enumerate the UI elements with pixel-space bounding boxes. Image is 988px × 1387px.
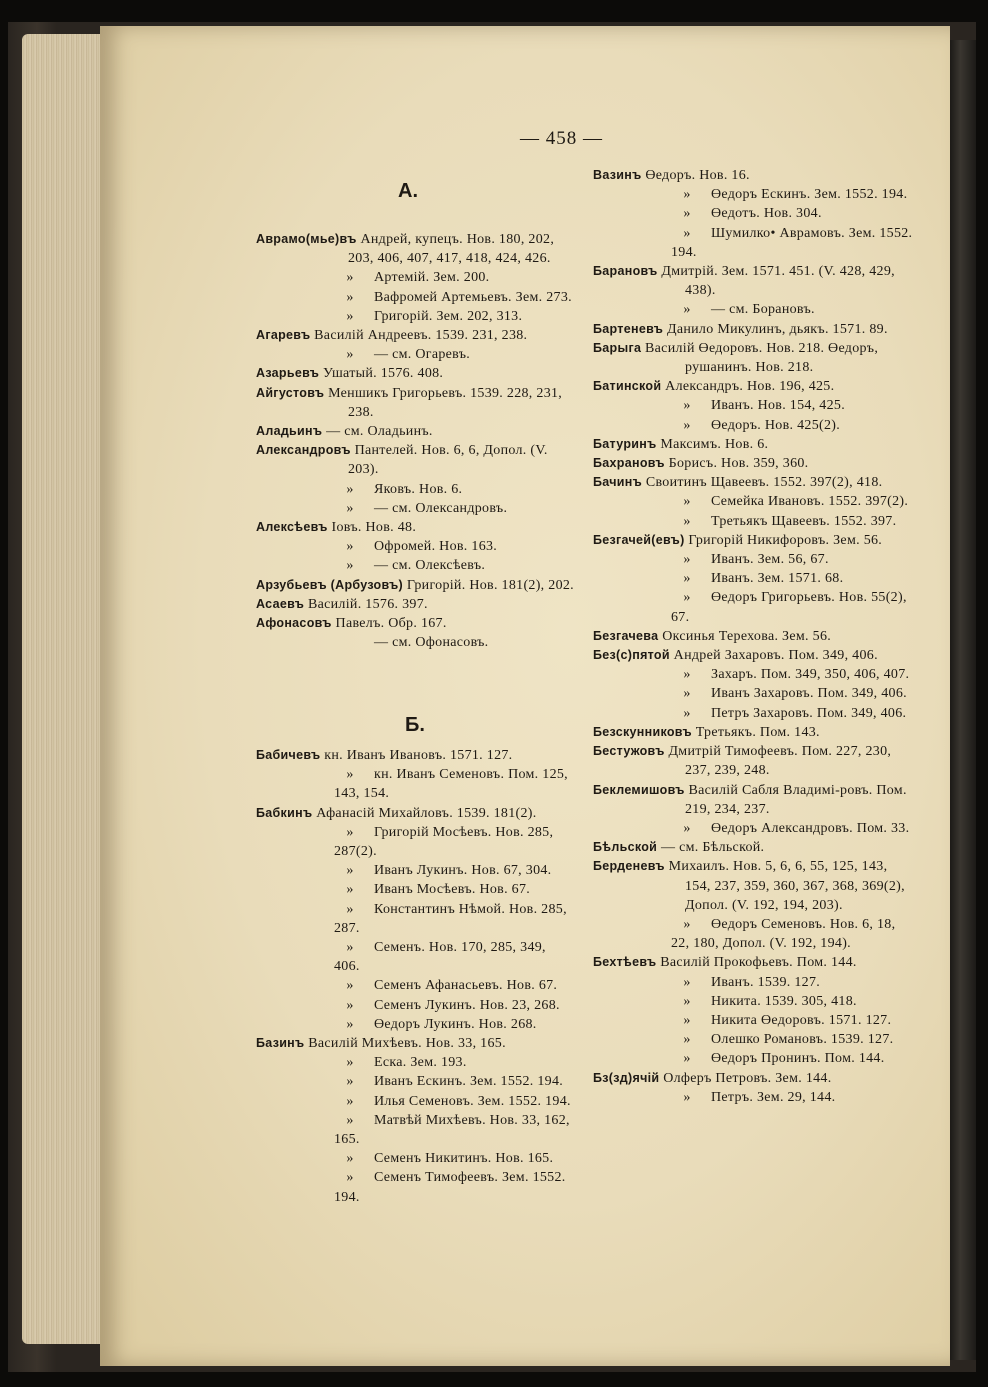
entry-text: Артемій. Зем. 200. xyxy=(374,270,490,286)
ditto-mark: » xyxy=(346,1055,354,1071)
ditto-mark: » xyxy=(346,289,354,305)
index-entry xyxy=(593,492,915,511)
entry-text: Оксинья Терехова. Зем. 56. xyxy=(662,628,832,644)
index-entry xyxy=(593,435,915,454)
index-entry xyxy=(593,473,915,492)
ditto-mark: » xyxy=(346,558,354,574)
entry-text: Иванъ. Зем. 1571. 68. xyxy=(711,571,844,587)
entry-text: — см. Офонасовъ. xyxy=(374,635,489,651)
entry-text: — см. Оладьинъ. xyxy=(326,424,433,440)
entry-text: Ушатый. 1576. 408. xyxy=(323,366,444,382)
entry-text: Григорій Мосѣевъ. Нов. 285, 287(2). xyxy=(334,824,554,860)
index-entry xyxy=(256,633,574,652)
ditto-mark: » xyxy=(346,940,354,956)
index-entry xyxy=(593,416,915,435)
ditto-mark: » xyxy=(683,225,691,241)
left-column-b xyxy=(256,746,574,1207)
index-entry xyxy=(593,204,915,223)
entry-text: Яковъ. Нов. 6. xyxy=(374,481,463,497)
ditto-mark: » xyxy=(346,978,354,994)
index-entry xyxy=(256,556,574,575)
ditto-mark: » xyxy=(683,820,691,836)
entry-text: Илья Семеновъ. Зем. 1552. 194. xyxy=(374,1093,571,1109)
index-entry xyxy=(256,345,574,364)
ditto-mark: » xyxy=(683,494,691,510)
entry-text: Иванъ Ескинъ. Зем. 1552. 194. xyxy=(374,1074,564,1090)
index-entry xyxy=(593,723,915,742)
index-entry xyxy=(256,804,574,823)
entry-text: Олешко Романовъ. 1539. 127. xyxy=(711,1032,894,1048)
index-entry xyxy=(593,665,915,684)
ditto-mark: » xyxy=(346,308,354,324)
ditto-mark: » xyxy=(683,916,691,932)
ditto-mark: » xyxy=(683,1051,691,1067)
entry-text: Василій Өедоровъ. Нов. 218. Өедоръ, рушанинъ. Нов. 218. xyxy=(645,340,879,376)
entry-text: Өедотъ. Нов. 304. xyxy=(711,206,822,222)
entry-surname: Асаевъ xyxy=(256,596,305,611)
entry-surname: Без(с)пятой xyxy=(593,648,670,663)
entry-surname: Бестужовъ xyxy=(593,744,665,759)
ditto-mark: » xyxy=(346,767,354,783)
ditto-mark: » xyxy=(683,705,691,721)
index-entry xyxy=(256,1149,574,1168)
entry-text: Меншикъ Григорьевъ. 1539. 228, 231, 238. xyxy=(328,385,563,420)
index-entry xyxy=(256,1072,574,1091)
index-entry xyxy=(593,512,915,531)
entry-text: Александръ. Нов. 196, 425. xyxy=(665,379,835,395)
index-entry xyxy=(593,915,915,953)
entry-text: Петръ. Зем. 29, 144. xyxy=(711,1089,836,1105)
index-entry xyxy=(256,1053,574,1072)
index-entry xyxy=(256,765,574,803)
entry-text: — см. Огаревъ. xyxy=(374,347,471,363)
entry-text: Никита. 1539. 305, 418. xyxy=(711,993,857,1009)
index-entry xyxy=(256,1034,574,1053)
index-entry xyxy=(593,588,915,626)
index-entry xyxy=(256,518,574,537)
index-entry xyxy=(593,973,915,992)
section-heading-a: А. xyxy=(398,180,418,202)
index-entry xyxy=(593,1030,915,1049)
entry-surname: Безгачей(евъ) xyxy=(593,532,685,547)
entry-text: Өедоръ Лукинъ. Нов. 268. xyxy=(374,1016,537,1032)
ditto-mark: » xyxy=(346,882,354,898)
entry-text: Василій Прокофьевъ. Пом. 144. xyxy=(660,955,857,971)
entry-surname: Айгустовъ xyxy=(256,385,325,400)
entry-surname: Барыга xyxy=(593,340,642,355)
entry-surname: Алексѣевъ xyxy=(256,520,328,535)
entry-surname: Азарьевъ xyxy=(256,366,320,381)
ditto-mark: » xyxy=(683,552,691,568)
entry-text: Михаилъ. Нов. 5, 6, 6, 55, 125, 143, 154, 237, 359, 360, 367, 368, 369(2), Допол. (V. 192, 194, 203). xyxy=(668,859,905,913)
index-entry xyxy=(593,300,915,319)
entry-text: Иванъ. Нов. 154, 425. xyxy=(711,398,846,414)
entry-surname: Базинъ xyxy=(256,1036,305,1051)
index-entry xyxy=(256,938,574,976)
entry-text: Василій Михѣевъ. Нов. 33, 165. xyxy=(308,1036,506,1052)
index-entry xyxy=(256,1111,574,1149)
ditto-mark: » xyxy=(346,481,354,497)
index-entry xyxy=(256,384,574,422)
entry-text: Іовъ. Нов. 48. xyxy=(331,520,417,536)
entry-text: Вафромей Артемьевъ. Зем. 273. xyxy=(374,289,572,305)
entry-surname: Агаревъ xyxy=(256,328,311,343)
entry-text: Өедоръ. Нов. 16. xyxy=(645,168,750,183)
entry-text: кн. Иванъ Семеновъ. Пом. 125, 143, 154. xyxy=(334,767,568,802)
entry-text: кн. Иванъ Ивановъ. 1571. 127. xyxy=(324,748,513,763)
ditto-mark: » xyxy=(346,824,354,840)
entry-text: Борисъ. Нов. 359, 360. xyxy=(668,456,809,472)
section-heading-b: Б. xyxy=(405,714,425,736)
ditto-mark: » xyxy=(683,590,691,606)
index-entry xyxy=(593,320,915,339)
entry-text: Олферъ Петровъ. Зем. 144. xyxy=(663,1070,832,1086)
index-entry xyxy=(256,746,574,765)
index-entry xyxy=(593,838,915,857)
entry-text: Третьякъ Щавеевъ. 1552. 397. xyxy=(711,513,897,529)
book-cover-edge xyxy=(950,40,976,1360)
index-entry xyxy=(256,976,574,995)
entry-text: Андрей, купецъ. Нов. 180, 202, 203, 406, 407, 417, 418, 424, 426. xyxy=(348,232,555,267)
entry-text: Петръ Захаровъ. Пом. 349, 406. xyxy=(711,705,907,721)
entry-text: Шумилко• Аврамовъ. Зем. 1552. 194. xyxy=(671,225,913,260)
ditto-mark: » xyxy=(346,863,354,879)
index-entry xyxy=(593,1049,915,1068)
index-entry xyxy=(256,1092,574,1111)
ditto-mark: » xyxy=(346,500,354,516)
entry-text: Андрей Захаровъ. Пом. 349, 406. xyxy=(673,648,878,664)
index-entry xyxy=(593,953,915,972)
entry-text: — см. Борановъ. xyxy=(711,302,815,318)
entry-text: Третьякъ. Пом. 143. xyxy=(695,724,820,740)
entry-surname: Бѣльской xyxy=(593,840,658,855)
entry-surname: Бз(зд)ячій xyxy=(593,1070,660,1085)
entry-text: Семенъ Лукинъ. Нов. 23, 268. xyxy=(374,997,560,1013)
left-column-a xyxy=(256,230,574,652)
entry-surname: Бахрановъ xyxy=(593,456,665,471)
index-entry xyxy=(256,614,574,633)
index-entry xyxy=(256,996,574,1015)
entry-surname: Берденевъ xyxy=(593,859,665,874)
entry-surname: Вазинъ xyxy=(593,168,642,182)
ditto-mark: » xyxy=(683,187,691,203)
index-entry xyxy=(593,704,915,723)
index-entry xyxy=(593,531,915,550)
entry-text: Семенъ Афанасьевъ. Нов. 67. xyxy=(374,978,558,994)
ditto-mark: » xyxy=(346,1074,354,1090)
entry-text: Василій Андреевъ. 1539. 231, 238. xyxy=(314,328,528,344)
entry-text: Захаръ. Пом. 349, 350, 406, 407. xyxy=(711,667,910,683)
index-entry xyxy=(593,262,915,300)
ditto-mark: » xyxy=(683,1032,691,1048)
entry-surname: Бартеневъ xyxy=(593,321,664,336)
entry-text: Иванъ Лукинъ. Нов. 67, 304. xyxy=(374,863,552,879)
entry-text: Василій Сабля Владимі-ровъ. Пом. 219, 234, 237. xyxy=(685,782,907,817)
ditto-mark: » xyxy=(346,997,354,1013)
ditto-mark: » xyxy=(683,206,691,222)
entry-text: Семенъ. Нов. 170, 285, 349, 406. xyxy=(334,940,546,975)
index-entry xyxy=(256,326,574,345)
index-entry xyxy=(256,268,574,287)
entry-surname: Аврамо(мье)въ xyxy=(256,232,357,246)
entry-surname: Аладьинъ xyxy=(256,424,323,439)
index-entry xyxy=(593,646,915,665)
entry-text: Өедоръ. Нов. 425(2). xyxy=(711,417,841,433)
entry-surname: Беклемишовъ xyxy=(593,782,685,797)
entry-text: Пантелей. Нов. 6, 6, Допол. (V. 203). xyxy=(348,443,548,478)
ditto-mark: » xyxy=(683,1012,691,1028)
ditto-mark: » xyxy=(683,513,691,529)
index-entry xyxy=(256,422,574,441)
entry-text: Константинъ Нѣмой. Нов. 285, 287. xyxy=(334,901,567,936)
entry-text: Семенъ Никитинъ. Нов. 165. xyxy=(374,1151,554,1167)
index-entry xyxy=(256,230,574,268)
index-entry xyxy=(593,1069,915,1088)
index-entry xyxy=(256,823,574,861)
page-number: — 458 — xyxy=(520,128,603,149)
index-entry xyxy=(256,364,574,383)
entry-surname: Бачинъ xyxy=(593,475,643,490)
index-entry xyxy=(593,819,915,838)
entry-text: Семенъ Тимофеевъ. Зем. 1552. 194. xyxy=(334,1170,566,1205)
entry-text: Өедоръ Семеновъ. Нов. 6, 18, 22, 180, Допол. (V. 192, 194). xyxy=(671,916,896,952)
entry-text: Афанасій Михайловъ. 1539. 181(2). xyxy=(316,805,537,821)
entry-surname: Александровъ xyxy=(256,443,351,458)
entry-text: Өедоръ Пронинъ. Пом. 144. xyxy=(711,1051,885,1067)
entry-text: Григорій Никифоровъ. Зем. 56. xyxy=(688,532,883,548)
index-entry xyxy=(593,550,915,569)
entry-text: Семейка Ивановъ. 1552. 397(2). xyxy=(711,494,909,510)
index-entry xyxy=(256,1168,574,1206)
index-entry xyxy=(593,377,915,396)
entry-text: Максимъ. Нов. 6. xyxy=(660,436,769,452)
entry-text: Өедоръ Александровъ. Пом. 33. xyxy=(711,820,910,836)
entry-text: Иванъ Захаровъ. Пом. 349, 406. xyxy=(711,686,907,702)
entry-text: Дмитрій Тимофеевъ. Пом. 227, 230, 237, 239, 248. xyxy=(668,744,892,779)
index-entry xyxy=(593,781,915,819)
index-entry xyxy=(256,900,574,938)
ditto-mark: » xyxy=(683,974,691,990)
ditto-mark: » xyxy=(683,686,691,702)
entry-surname: Бехтѣевъ xyxy=(593,955,657,970)
index-entry xyxy=(256,499,574,518)
index-entry xyxy=(593,1088,915,1107)
entry-text: Своитинъ Щавеевъ. 1552. 397(2), 418. xyxy=(645,475,883,491)
entry-text: Григорій. Нов. 181(2), 202. xyxy=(406,577,574,593)
entry-surname: Батинской xyxy=(593,379,662,394)
index-entry xyxy=(593,857,915,915)
ditto-mark: » xyxy=(683,417,691,433)
entry-text: — см. Олексѣевъ. xyxy=(374,558,486,574)
entry-text: Өедоръ Ескинъ. Зем. 1552. 194. xyxy=(711,187,908,203)
index-entry xyxy=(593,569,915,588)
ditto-mark: » xyxy=(346,1016,354,1032)
entry-text: Еска. Зем. 193. xyxy=(374,1055,467,1071)
entry-text: Офромей. Нов. 163. xyxy=(374,539,498,555)
index-entry xyxy=(256,861,574,880)
index-entry xyxy=(593,185,915,204)
index-entry xyxy=(256,288,574,307)
entry-text: Иванъ Мосѣевъ. Нов. 67. xyxy=(374,882,531,898)
ditto-mark: » xyxy=(346,539,354,555)
ditto-mark: » xyxy=(683,993,691,1009)
entry-surname: Афонасовъ xyxy=(256,616,332,631)
index-entry xyxy=(256,480,574,499)
index-entry xyxy=(593,224,915,262)
entry-text: Василій. 1576. 397. xyxy=(307,596,428,612)
ditto-mark: » xyxy=(683,1089,691,1105)
entry-text: — см. Бѣльской. xyxy=(660,840,765,856)
ditto-mark: » xyxy=(346,347,354,363)
entry-surname: Бабкинъ xyxy=(256,805,313,820)
index-entry xyxy=(593,396,915,415)
entry-text: Григорій. Зем. 202, 313. xyxy=(374,308,523,324)
ditto-mark: » xyxy=(346,270,354,286)
index-entry xyxy=(593,339,915,377)
ditto-mark: » xyxy=(346,1093,354,1109)
ditto-mark: » xyxy=(683,302,691,318)
entry-text: Иванъ. 1539. 127. xyxy=(711,974,821,990)
entry-text: Павелъ. Обр. 167. xyxy=(335,616,447,632)
entry-text: Никита Өедоровъ. 1571. 127. xyxy=(711,1012,892,1028)
ditto-mark: » xyxy=(683,571,691,587)
index-entry xyxy=(256,576,574,595)
entry-text: — см. Олександровъ. xyxy=(374,500,508,516)
index-entry xyxy=(256,307,574,326)
entry-text: Матвѣй Михѣевъ. Нов. 33, 162, 165. xyxy=(334,1112,570,1148)
index-entry xyxy=(256,537,574,556)
index-entry xyxy=(593,742,915,780)
index-entry xyxy=(593,684,915,703)
entry-surname: Батуринъ xyxy=(593,436,657,451)
entry-text: Данило Микулинъ, дьякъ. 1571. 89. xyxy=(666,321,888,337)
ditto-mark: » xyxy=(683,667,691,683)
entry-surname: Безгачева xyxy=(593,628,659,643)
index-entry xyxy=(256,441,574,479)
entry-surname: Арзубьевъ (Арбузовъ) xyxy=(256,577,404,592)
index-entry xyxy=(593,1011,915,1030)
entry-surname: Безскунниковъ xyxy=(593,724,692,739)
index-entry xyxy=(256,595,574,614)
index-entry xyxy=(256,880,574,899)
ditto-mark: » xyxy=(346,1170,354,1186)
entry-text: Дмитрій. Зем. 1571. 451. (V. 428, 429, 438). xyxy=(661,264,895,299)
index-entry xyxy=(593,992,915,1011)
index-entry xyxy=(593,166,915,185)
entry-text: Иванъ. Зем. 56, 67. xyxy=(711,552,829,568)
ditto-mark: » xyxy=(346,1151,354,1167)
ditto-mark: » xyxy=(346,1112,354,1128)
entry-surname: Барановъ xyxy=(593,264,658,279)
ditto-mark: » xyxy=(346,901,354,917)
index-entry xyxy=(593,454,915,473)
index-entry xyxy=(256,1015,574,1034)
ditto-mark: » xyxy=(683,398,691,414)
entry-surname: Бабичевъ xyxy=(256,748,321,762)
page-edges xyxy=(22,34,112,1344)
entry-text: Өедоръ Григорьевъ. Нов. 55(2), 67. xyxy=(671,590,907,625)
index-entry xyxy=(593,627,915,646)
right-column xyxy=(593,166,915,1107)
